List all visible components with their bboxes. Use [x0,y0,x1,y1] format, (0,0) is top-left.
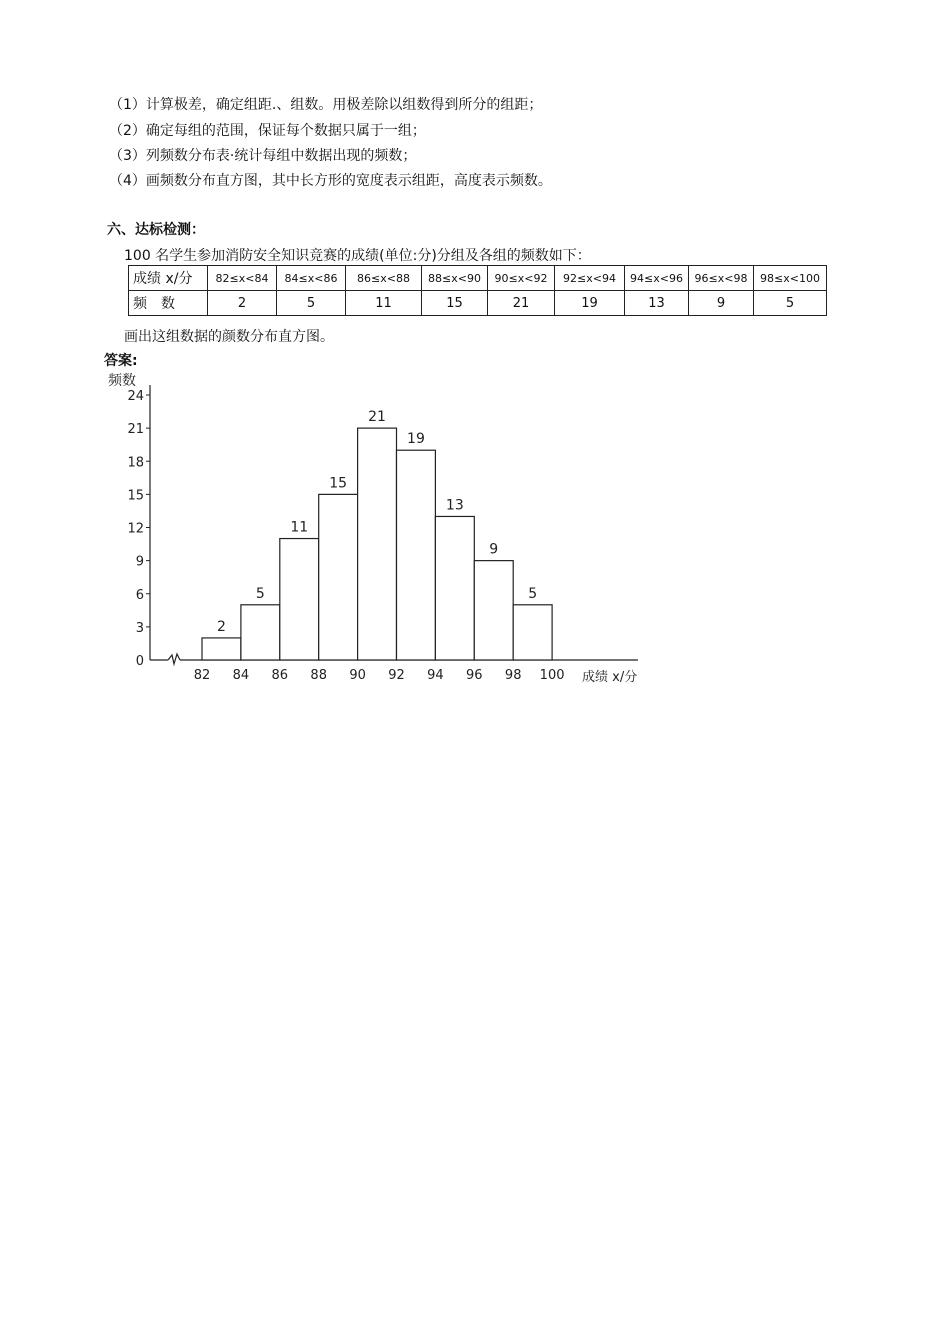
table-cell-count: 19 [555,291,625,316]
table-cell-range: 94≤x<96 [625,266,689,291]
row-header-score: 成绩 x/分 [129,266,208,291]
table-cell-count: 13 [625,291,689,316]
histogram-chart [100,365,680,695]
x-tick-label: 88 [310,668,327,683]
table-cell-range: 96≤x<98 [689,266,754,291]
table-cell-range: 88≤x<90 [422,266,488,291]
answer-label: 答案: [104,353,138,369]
table-cell-count: 11 [346,291,422,316]
x-tick-label: 94 [427,668,444,683]
bar-value-label: 13 [445,497,464,514]
table-cell-range: 82≤x<84 [208,266,277,291]
x-tick-label: 86 [271,668,289,683]
table-row-counts [129,291,827,316]
x-axis-label: 成绩 x/分 [582,670,638,685]
bar-value-label: 21 [368,409,386,426]
axis-break-mark [168,654,180,664]
y-tick-label: 21 [127,422,144,438]
bar-value-label: 2 [216,618,226,635]
histogram-bar [435,516,474,660]
step-1: （1）计算极差，确定组距.、组数。用极差除以组数得到所分的组距； [109,97,543,113]
step-2: （2）确定每组的范围，保证每个数据只属于一组； [109,123,426,139]
task-text: 画出这组数据的颜数分布直方图。 [124,329,334,345]
y-tick-label: 3 [135,620,144,636]
table-cell-count: 2 [208,291,277,316]
histogram-bar [202,638,241,660]
histogram-bar [241,605,280,660]
histogram-bar [280,539,319,660]
y-tick-label: 18 [127,455,144,471]
x-tick-label: 84 [232,668,250,683]
bar-value-label: 19 [407,431,425,448]
table-cell-count: 5 [754,291,827,316]
table-cell-count: 21 [488,291,555,316]
y-tick-label: 6 [135,587,144,603]
bar-value-label: 9 [489,541,499,558]
y-tick-label: 9 [135,554,144,570]
frequency-table [128,265,827,316]
table-cell-count: 15 [422,291,488,316]
table-cell-range: 84≤x<86 [277,266,346,291]
y-axis-label: 频数 [108,373,136,389]
x-tick-label: 96 [466,668,483,683]
intro-text: 100 名学生参加消防安全知识竞赛的成绩(单位:分)分组及各组的频数如下： [124,248,591,264]
histogram-bar [474,561,513,660]
bar-value-label: 5 [255,585,265,602]
y-tick-label: 0 [135,654,144,669]
histogram-bar [513,605,552,660]
bar-value-label: 5 [528,585,538,602]
table-cell-range: 90≤x<92 [488,266,555,291]
bar-value-label: 15 [329,475,348,492]
x-tick-label: 100 [539,668,565,683]
y-tick-label: 15 [127,488,144,504]
table-cell-count: 9 [689,291,754,316]
x-tick-label: 82 [193,668,211,683]
x-tick-label: 98 [504,668,522,683]
histogram-bar [397,450,436,660]
histogram-bar [319,494,358,660]
table-cell-count: 5 [277,291,346,316]
table-row-ranges [129,266,827,291]
row-header-frequency: 频 数 [129,291,208,316]
section-title: 六、达标检测： [107,222,205,238]
y-tick-label: 24 [127,389,144,404]
table-cell-range: 86≤x<88 [346,266,422,291]
step-4: （4）画频数分布直方图，其中长方形的宽度表示组距，高度表示频数。 [109,173,552,189]
step-3: （3）列频数分布表·统计每组中数据出现的频数； [109,148,417,164]
y-tick-label: 12 [127,521,144,537]
table-cell-range: 98≤x<100 [754,266,827,291]
x-tick-label: 90 [349,668,366,683]
bar-value-label: 11 [290,519,309,536]
table-cell-range: 92≤x<94 [555,266,625,291]
x-tick-label: 92 [388,668,405,683]
histogram-bar [358,428,397,660]
